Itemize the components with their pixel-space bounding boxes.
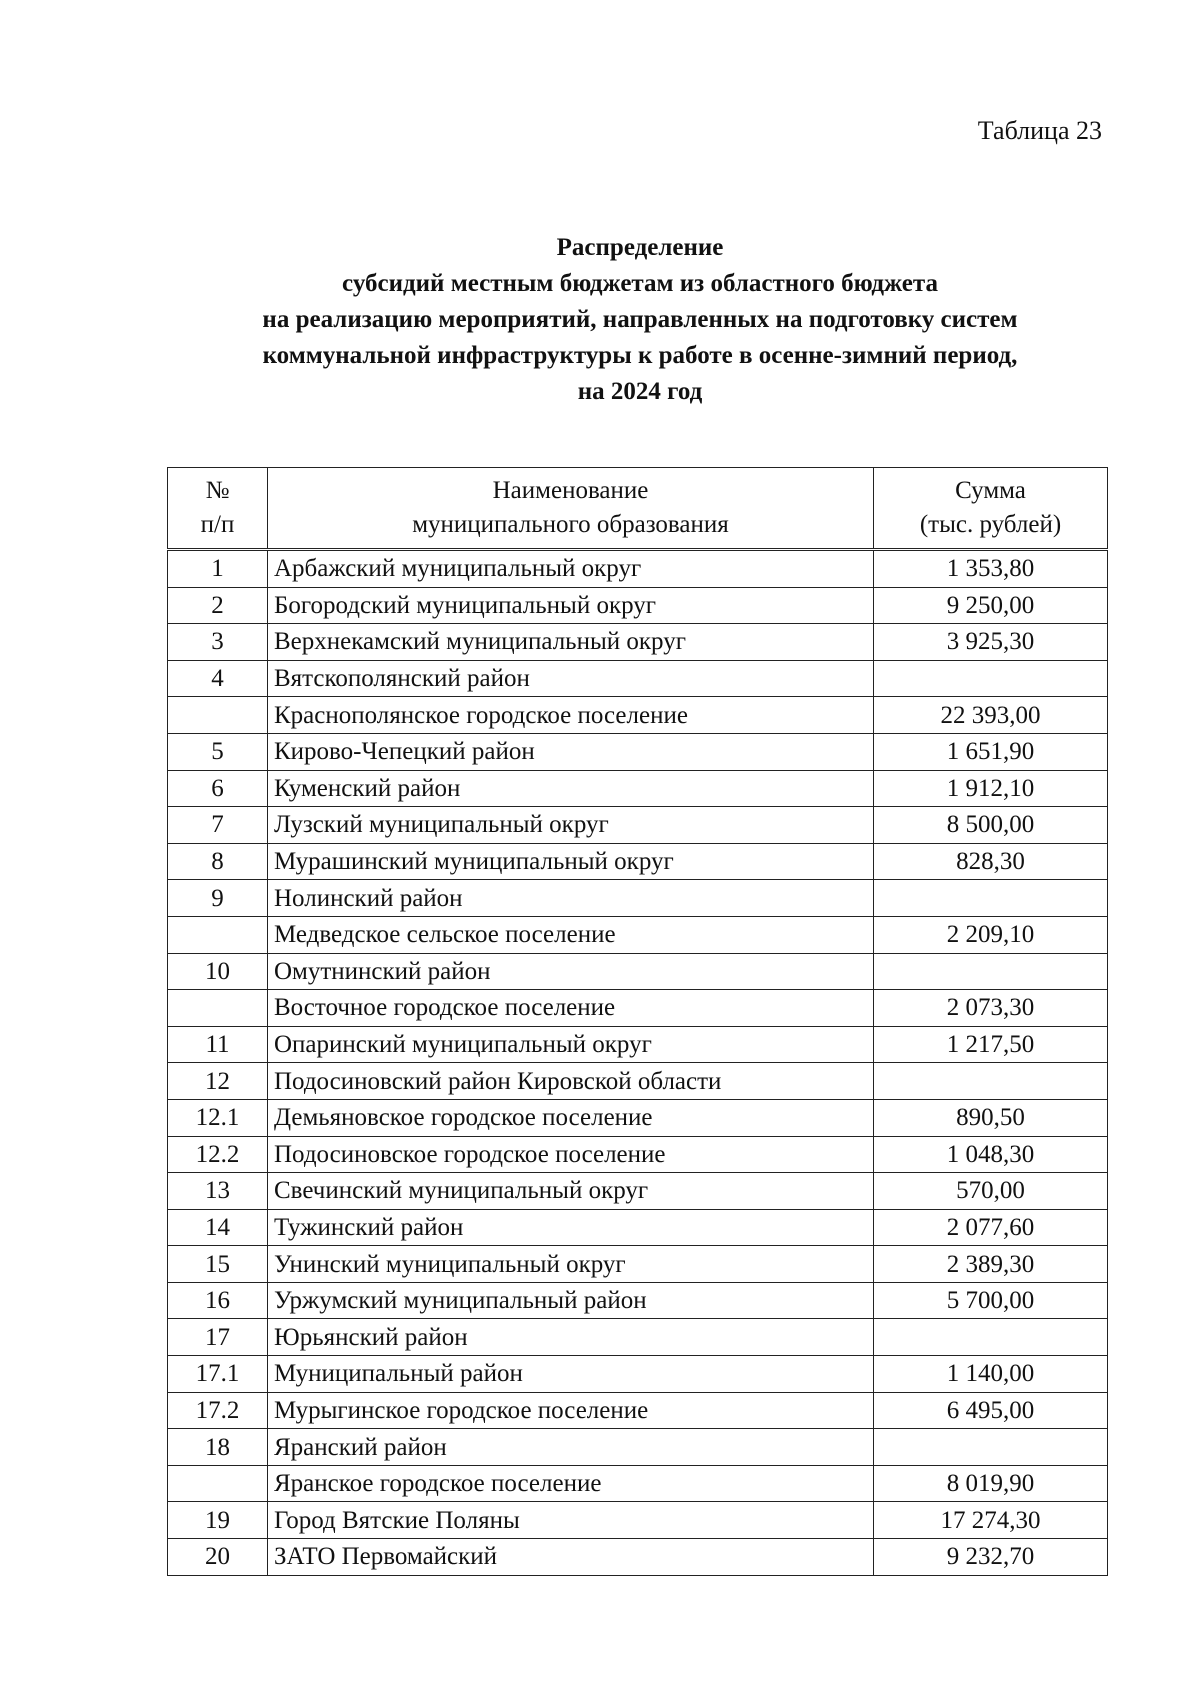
row-municipality-name: Яранский район (268, 1429, 874, 1466)
row-municipality-name: Опаринский муниципальный округ (268, 1026, 874, 1063)
table-row (168, 843, 1108, 880)
title-line: на реализацию мероприятий, направленных на подготовку систем (262, 306, 1018, 333)
row-number: 2 (168, 587, 268, 624)
table-body (168, 550, 1108, 1576)
header-number (168, 468, 268, 550)
row-amount: 5 700,00 (874, 1282, 1108, 1319)
row-amount: 1 217,50 (874, 1026, 1108, 1063)
row-amount: 2 389,30 (874, 1246, 1108, 1283)
row-municipality-name: Омутнинский район (268, 953, 874, 990)
table-number: Таблица 23 (977, 116, 1102, 145)
row-number: 19 (168, 1502, 268, 1539)
row-number: 12.1 (168, 1099, 268, 1136)
table-row (168, 807, 1108, 844)
row-number: 4 (168, 660, 268, 697)
table-row (168, 1209, 1108, 1246)
row-amount: 9 250,00 (874, 587, 1108, 624)
header-sum-line2: (тыс. рублей) (919, 511, 1062, 538)
table-row (168, 880, 1108, 917)
row-municipality-name: Мурашинский муниципальный округ (268, 843, 874, 880)
row-municipality-name: Богородский муниципальный округ (268, 587, 874, 624)
row-municipality-name: Тужинский район (268, 1209, 874, 1246)
table-row (168, 1502, 1108, 1539)
table-row (168, 733, 1108, 770)
table-row (168, 587, 1108, 624)
subsidy-table (167, 467, 1108, 1576)
table-row (168, 1026, 1108, 1063)
subsidy-table-container (167, 467, 1107, 1576)
row-number: 11 (168, 1026, 268, 1063)
row-municipality-name: Верхнекамский муниципальный округ (268, 624, 874, 661)
table-row (168, 624, 1108, 661)
row-number: 17 (168, 1319, 268, 1356)
row-amount: 1 140,00 (874, 1356, 1108, 1393)
row-number: 3 (168, 624, 268, 661)
table-row (168, 1063, 1108, 1100)
row-amount (874, 880, 1108, 917)
row-amount: 2 209,10 (874, 916, 1108, 953)
row-municipality-name: Город Вятские Поляны (268, 1502, 874, 1539)
table-row (168, 953, 1108, 990)
row-number: 17.1 (168, 1356, 268, 1393)
row-municipality-name: Яранское городское поселение (268, 1465, 874, 1502)
row-municipality-name: Восточное городское поселение (268, 990, 874, 1027)
row-number: 7 (168, 807, 268, 844)
row-number: 17.2 (168, 1392, 268, 1429)
table-row (168, 1319, 1108, 1356)
table-row (168, 1246, 1108, 1283)
table-row (168, 1392, 1108, 1429)
row-municipality-name: Уржумский муниципальный район (268, 1282, 874, 1319)
table-row (168, 1282, 1108, 1319)
row-amount: 1 048,30 (874, 1136, 1108, 1173)
row-amount (874, 1063, 1108, 1100)
table-row (168, 697, 1108, 734)
row-amount: 1 912,10 (874, 770, 1108, 807)
row-amount (874, 1429, 1108, 1466)
table-row (168, 1539, 1108, 1576)
header-row (168, 468, 1108, 550)
header-number-line2: п/п (200, 511, 235, 538)
row-amount: 17 274,30 (874, 1502, 1108, 1539)
table-row (168, 1099, 1108, 1136)
row-number: 15 (168, 1246, 268, 1283)
row-municipality-name: Вятскополянский район (268, 660, 874, 697)
row-number: 20 (168, 1539, 268, 1576)
table-row (168, 550, 1108, 588)
row-amount: 2 077,60 (874, 1209, 1108, 1246)
row-number: 12 (168, 1063, 268, 1100)
title-line: Распределение (556, 234, 724, 261)
row-amount (874, 1319, 1108, 1356)
row-amount: 1 651,90 (874, 733, 1108, 770)
row-number: 14 (168, 1209, 268, 1246)
row-number: 12.2 (168, 1136, 268, 1173)
row-number: 6 (168, 770, 268, 807)
header-name (268, 468, 874, 550)
row-municipality-name: Краснополянское городское поселение (268, 697, 874, 734)
row-amount: 828,30 (874, 843, 1108, 880)
table-header (168, 468, 1108, 550)
row-number (168, 1465, 268, 1502)
row-amount: 8 019,90 (874, 1465, 1108, 1502)
title-line: субсидий местным бюджетам из областного бюджета (342, 270, 938, 297)
row-municipality-name: Нолинский район (268, 880, 874, 917)
row-amount: 9 232,70 (874, 1539, 1108, 1576)
row-amount: 890,50 (874, 1099, 1108, 1136)
row-municipality-name: Подосиновский район Кировской области (268, 1063, 874, 1100)
row-municipality-name: ЗАТО Первомайский (268, 1539, 874, 1576)
row-number: 10 (168, 953, 268, 990)
row-municipality-name: Мурыгинское городское поселение (268, 1392, 874, 1429)
row-amount: 22 393,00 (874, 697, 1108, 734)
header-name-line2: муниципального образования (412, 511, 729, 538)
table-row (168, 1356, 1108, 1393)
table-row (168, 990, 1108, 1027)
row-amount: 570,00 (874, 1173, 1108, 1210)
row-number: 8 (168, 843, 268, 880)
table-row (168, 1173, 1108, 1210)
title-line: на 2024 год (577, 378, 703, 405)
header-number-line1: № (205, 477, 230, 504)
row-number (168, 916, 268, 953)
row-municipality-name: Куменский район (268, 770, 874, 807)
row-amount (874, 953, 1108, 990)
row-number (168, 697, 268, 734)
row-municipality-name: Свечинский муниципальный округ (268, 1173, 874, 1210)
row-number: 18 (168, 1429, 268, 1466)
table-row (168, 1429, 1108, 1466)
row-number: 16 (168, 1282, 268, 1319)
table-row (168, 1465, 1108, 1502)
row-amount: 8 500,00 (874, 807, 1108, 844)
header-sum (874, 468, 1108, 550)
table-row (168, 916, 1108, 953)
row-amount: 6 495,00 (874, 1392, 1108, 1429)
header-name-line1: Наименование (492, 477, 649, 504)
row-municipality-name: Кирово-Чепецкий район (268, 733, 874, 770)
table-row (168, 1136, 1108, 1173)
row-number: 13 (168, 1173, 268, 1210)
row-municipality-name: Медведское сельское поселение (268, 916, 874, 953)
row-municipality-name: Подосиновское городское поселение (268, 1136, 874, 1173)
row-amount: 2 073,30 (874, 990, 1108, 1027)
row-municipality-name: Унинский муниципальный округ (268, 1246, 874, 1283)
row-amount: 1 353,80 (874, 550, 1108, 588)
row-municipality-name: Лузский муниципальный округ (268, 807, 874, 844)
row-municipality-name: Арбажский муниципальный округ (268, 550, 874, 588)
row-municipality-name: Демьяновское городское поселение (268, 1099, 874, 1136)
row-number (168, 990, 268, 1027)
row-number: 5 (168, 733, 268, 770)
title-line: коммунальной инфраструктуры к работе в осенне-зимний период, (262, 342, 1018, 369)
header-sum-line1: Сумма (955, 477, 1026, 504)
table-row (168, 770, 1108, 807)
row-municipality-name: Муниципальный район (268, 1356, 874, 1393)
row-amount (874, 660, 1108, 697)
document-title (150, 230, 1130, 410)
row-amount: 3 925,30 (874, 624, 1108, 661)
row-number: 9 (168, 880, 268, 917)
row-municipality-name: Юрьянский район (268, 1319, 874, 1356)
table-row (168, 660, 1108, 697)
row-number: 1 (168, 550, 268, 588)
